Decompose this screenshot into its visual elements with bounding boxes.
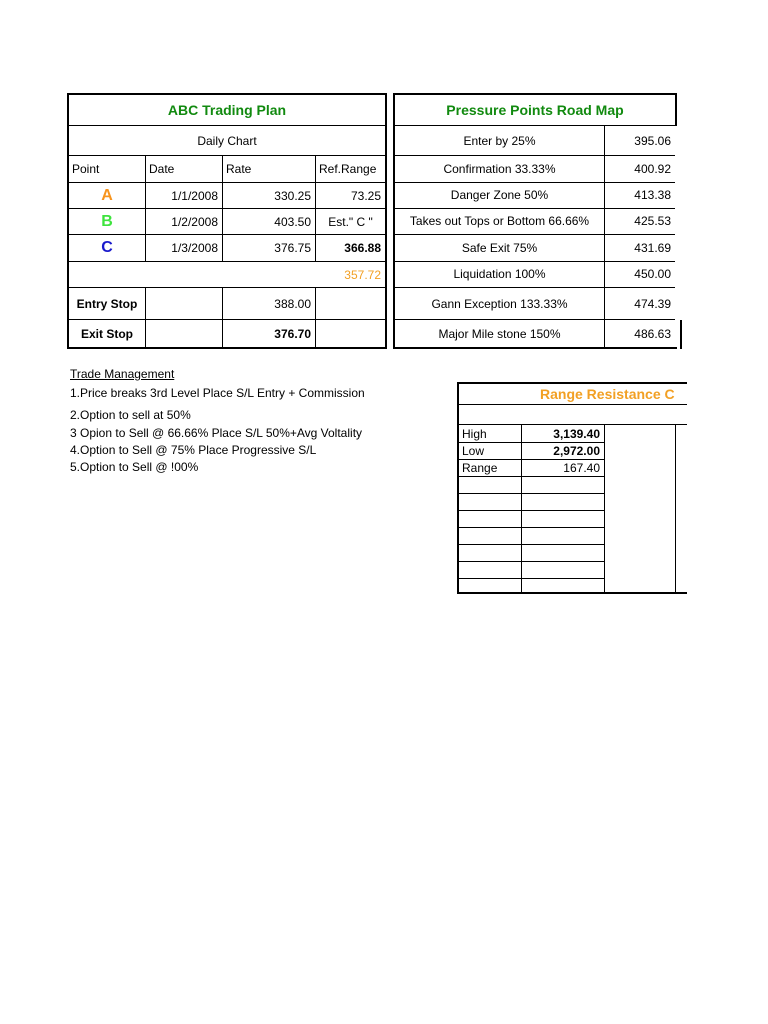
range-row-label: Range (462, 460, 498, 475)
entry-stop-rate: 388.00 (274, 296, 311, 311)
range-row-value: 3,139.40 (553, 426, 600, 441)
col-header-ref-range: Ref.Range (319, 162, 377, 176)
roadmap-level-label: Liquidation 100% (453, 267, 546, 281)
roadmap-level-value: 413.38 (634, 188, 671, 202)
point-b-date: 1/2/2008 (171, 214, 218, 229)
range-row-label: High (462, 426, 487, 441)
management-line-5: 5.Option to Sell @ !00% (70, 460, 199, 474)
point-a-rate: 330.25 (274, 188, 311, 203)
point-b-label: B (101, 212, 113, 230)
projected-value: 357.72 (344, 267, 381, 282)
range-row-value: 2,972.00 (553, 443, 600, 458)
roadmap-level-label: Enter by 25% (463, 133, 536, 148)
roadmap-level-label: Danger Zone 50% (450, 188, 549, 202)
point-b-rate: 403.50 (274, 214, 311, 229)
range-resistance-table (457, 382, 687, 594)
roadmap-level-label: Major Mile stone 150% (438, 326, 561, 341)
point-a-ref: 73.25 (350, 188, 381, 203)
point-a-date: 1/1/2008 (171, 188, 218, 203)
roadmap-level-value: 425.53 (634, 214, 671, 228)
management-line-4: 4.Option to Sell @ 75% Place Progressive S/L (70, 443, 317, 457)
roadmap-level-label: Safe Exit 75% (461, 241, 538, 255)
range-row-value: 167.40 (563, 460, 600, 475)
trade-management-heading: Trade Management (70, 367, 175, 381)
entry-stop-label: Entry Stop (76, 296, 138, 311)
roadmap-level-label: Gann Exception 133.33% (431, 296, 568, 311)
roadmap-level-value: 400.92 (634, 162, 671, 176)
point-c-label: C (101, 239, 113, 256)
chart-period-label: Daily Chart (197, 133, 257, 148)
management-line-1: 1.Price breaks 3rd Level Place S/L Entry + Commission (70, 386, 365, 400)
roadmap-level-label: Takes out Tops or Bottom 66.66% (409, 214, 590, 228)
range-row-label: Low (462, 443, 485, 458)
trading-plan-title: ABC Trading Plan (167, 102, 287, 118)
point-a-label: A (101, 186, 113, 204)
point-c-rate: 376.75 (274, 241, 311, 255)
point-b-ref: Est." C " (328, 214, 373, 229)
roadmap-level-value: 486.63 (634, 326, 671, 341)
management-line-2: 2.Option to sell at 50% (70, 408, 191, 422)
col-header-rate: Rate (226, 162, 252, 176)
range-resistance-title: Range Resistance C (540, 386, 675, 402)
roadmap-level-value: 450.00 (634, 267, 671, 281)
exit-stop-label: Exit Stop (80, 326, 133, 341)
roadmap-title: Pressure Points Road Map (446, 102, 624, 118)
roadmap-level-label: Confirmation 33.33% (443, 162, 556, 176)
roadmap-level-value: 395.06 (634, 133, 671, 148)
management-line-3: 3 Opion to Sell @ 66.66% Place S/L 50%+Avg Voltality (70, 426, 363, 440)
col-header-date: Date (149, 162, 175, 176)
point-c-ref: 366.88 (344, 241, 381, 255)
exit-stop-rate: 376.70 (274, 326, 311, 341)
roadmap-level-value: 431.69 (634, 241, 671, 255)
point-c-date: 1/3/2008 (171, 241, 218, 255)
col-header-point: Point (72, 162, 100, 176)
roadmap-level-value: 474.39 (634, 296, 671, 311)
